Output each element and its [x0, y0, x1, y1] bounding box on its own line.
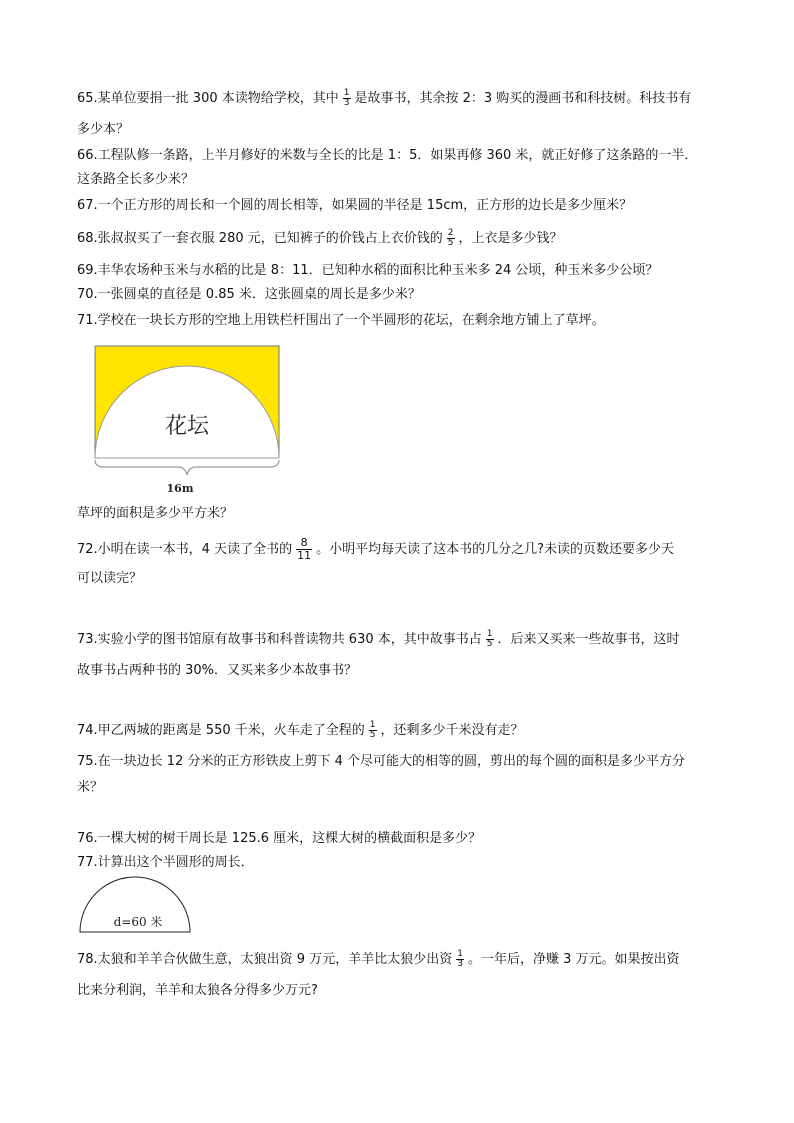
dimension-brace	[95, 460, 279, 475]
q66-line-2: 这条路全长多少米？	[77, 172, 195, 187]
q78-line-1: 78.太狼和羊羊合伙做生意，太狼出资 9 万元，羊羊比太狼少出资 $\frac{1}{3}$ 。一年后，净赚 3 万元。如果按出资	[77, 949, 680, 969]
q78-line-2: 比来分利润，羊羊和太狼各分得多少万元?	[77, 983, 318, 998]
q65-line-2: 多少本？	[77, 122, 130, 137]
q75-line-1: 75.在一块边长 12 分米的正方形铁皮上剪下 4 个尽可能大的相等的圆，剪出的每个圆的面积是多少平方分	[77, 754, 686, 769]
width-label: 16m	[166, 482, 194, 495]
q73-line-1: 73.实验小学的图书馆原有故事书和科普读物共 630 本，其中故事书占 $\frac{1}{5}$ ．后来又买来一些故事书，这时	[77, 629, 680, 649]
fraction: $\frac{1}{5}$	[369, 720, 376, 740]
flowerbed-label: 花坛	[164, 414, 210, 439]
q72-line-2: 可以读完？	[77, 571, 143, 586]
q70-line-1: 70.一张圆桌的直径是 0.85 米．这张圆桌的周长是多少米？	[77, 287, 421, 302]
fraction: $\frac{8}{11}$	[297, 536, 312, 562]
q72-line-1: 72.小明在读一本书，4 天读了全书的 $\frac{8}{11}$ 。小明平均每天读了这本书的几分之几?未读的页数还要多少天	[77, 536, 674, 562]
q66-line-1: 66.工程队修一条路，上半月修好的米数与全长的比是 1：5．如果再修 360 米，就正好修了这条路的一半．	[77, 148, 698, 163]
q71-line-2: 草坪的面积是多少平方米？	[77, 506, 234, 521]
fraction: $\frac{2}{5}$	[447, 228, 454, 248]
q65-line-1: 65.某单位要捐一批 300 本读物给学校，其中 $\frac{1}{3}$ 是故事书，其余按 2：3 购买的漫画书和科技树。科技书有	[77, 88, 692, 108]
q77-line-1: 77.计算出这个半圆形的周长．	[77, 855, 254, 870]
q67-line-1: 67.一个正方形的周长和一个圆的周长相等，如果圆的半径是 15cm，正方形的边长是多少厘米？	[77, 198, 633, 213]
q71-line-1: 71.学校在一块长方形的空地上用铁栏杆围出了一个半圆形的花坛，在剩余地方铺上了草坪。	[77, 313, 605, 328]
flowerbed-figure	[90, 343, 285, 495]
q74-line-1: 74.甲乙两城的距离是 550 千米，火车走了全程的 $\frac{1}{5}$ ，还剩多少千米没有走？	[77, 720, 524, 740]
fraction: $\frac{1}{5}$	[486, 629, 493, 649]
fraction: $\frac{1}{3}$	[457, 949, 463, 969]
fraction: $\frac{1}{3}$	[343, 88, 350, 108]
q76-line-1: 76.一棵大树的树干周长是 125.6 厘米，这棵大树的横截面积是多少？	[77, 831, 482, 846]
q68-line-1: 68.张叔叔买了一套衣服 280 元，已知裤子的价钱占上衣价钱的 $\frac{2}{5}$ ，上衣是多少钱？	[77, 228, 563, 248]
diameter-label: d=60 米	[113, 915, 163, 929]
semicircle-figure	[78, 872, 192, 934]
q75-line-2: 米？	[77, 780, 104, 795]
q69-line-1: 69.丰华农场种玉米与水稻的比是 8：11．已知种水稻的面积比种玉米多 24 公顷，种玉米多少公顷？	[77, 263, 659, 278]
q73-line-2: 故事书占两种书的 30%．又买来多少本故事书？	[77, 663, 358, 678]
